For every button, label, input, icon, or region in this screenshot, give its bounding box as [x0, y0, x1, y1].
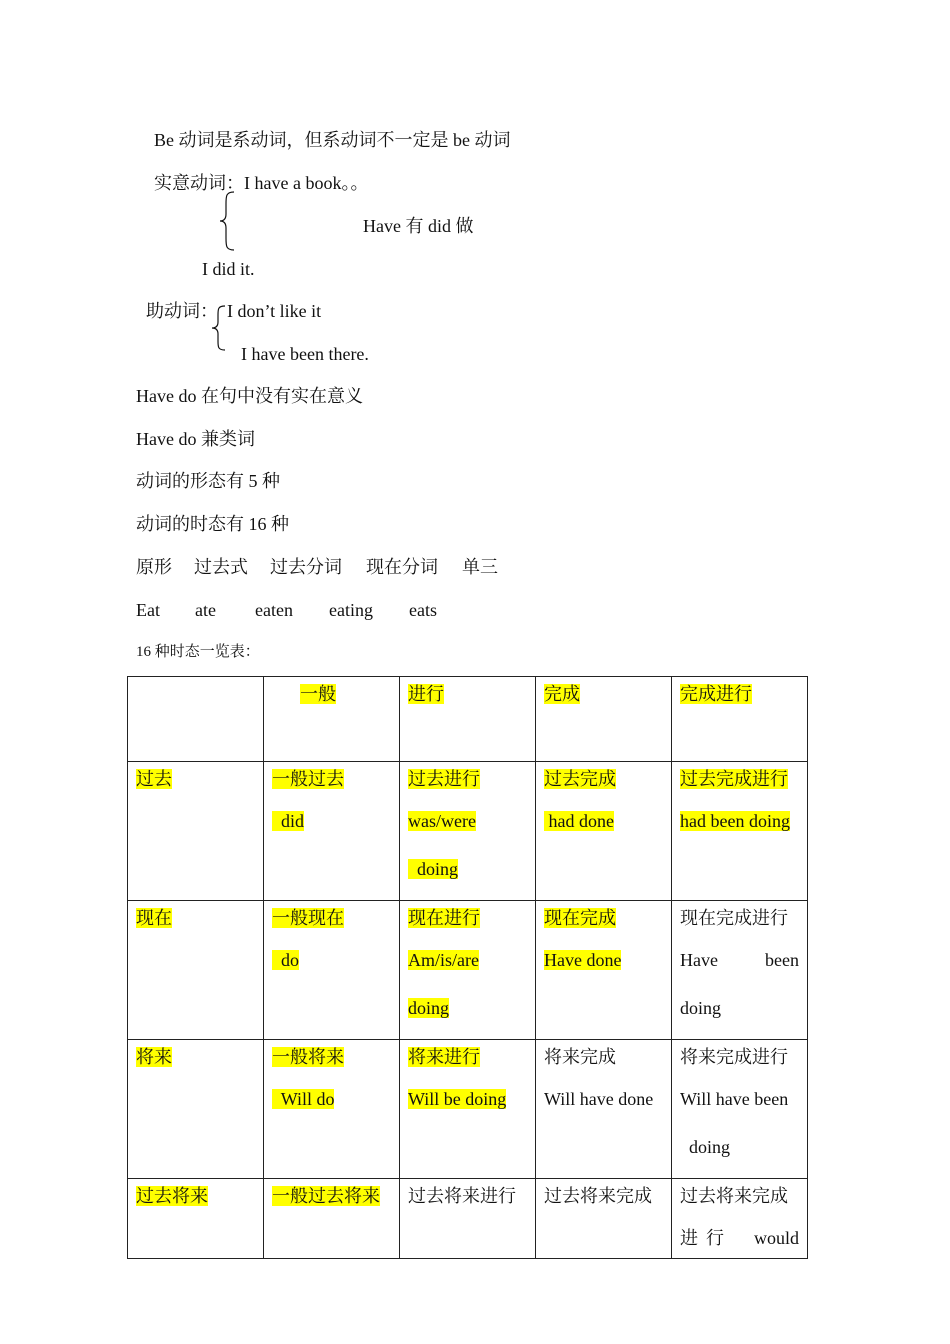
cell-text: doing: [408, 998, 450, 1018]
header-perfect: 完成: [544, 684, 580, 704]
line-notional-verb: 实意动词：I have a book。。: [154, 173, 369, 193]
cell-text: Have: [680, 950, 718, 970]
line-verb-tenses: 动词的时态有 16 种: [136, 514, 289, 534]
cell-text: 一般现在: [272, 908, 344, 928]
table-row: [128, 762, 808, 901]
table-header-cell: [672, 677, 808, 762]
row-label: 过去: [128, 762, 264, 901]
table-cell: [400, 901, 536, 1040]
tense-table: [127, 676, 808, 1259]
line-have-did: Have 有 did 做: [363, 216, 474, 236]
line-i-dont-like: I don’t like it: [227, 301, 322, 321]
table-cell: [400, 762, 536, 901]
form-name: 现在分词: [366, 557, 438, 577]
cell-text: 一般过去: [272, 769, 344, 789]
form-example: ate: [195, 600, 216, 620]
cell-text: doing: [680, 998, 722, 1018]
table-cell: [536, 901, 672, 1040]
table-header-cell: [536, 677, 672, 762]
cell-text: would: [754, 1228, 799, 1248]
form-example: eaten: [255, 600, 293, 620]
header-progressive: 进行: [408, 684, 444, 704]
cell-text: do: [272, 950, 299, 970]
table-header-cell: [400, 677, 536, 762]
row-label: 现在: [128, 901, 264, 1040]
cell-text: 过去将来完成: [544, 1186, 652, 1206]
cell-text: 过去进行: [408, 769, 480, 789]
table-cell: [672, 1179, 808, 1259]
table-cell: [264, 901, 400, 1040]
cell-text: 过去将来进行: [408, 1186, 516, 1206]
table-cell: [264, 1179, 400, 1259]
cell-text: 将来完成进行: [680, 1047, 788, 1067]
cell-text: 过去完成进行: [680, 769, 788, 789]
cell-text: did: [272, 811, 304, 831]
cell-text: 将来进行: [408, 1047, 480, 1067]
cell-text: was/were: [408, 811, 476, 831]
left-brace-icon: [218, 190, 238, 252]
form-name: 过去分词: [270, 557, 342, 577]
cell-text: Will be doing: [408, 1089, 507, 1109]
cell-text: 进: [680, 1228, 698, 1248]
auxiliary-label: 助动词：: [146, 301, 218, 321]
cell-text: Will have been: [680, 1089, 789, 1109]
cell-text: 行: [706, 1228, 724, 1248]
table-cell: [264, 1040, 400, 1179]
cell-text: Am/is/are: [408, 950, 479, 970]
cell-text: 过去将来完成: [680, 1186, 788, 1206]
form-example: eating: [329, 600, 373, 620]
cell-text: 现在进行: [408, 908, 480, 928]
cell-text: 一般将来: [272, 1047, 344, 1067]
cell-text: Will have done: [544, 1089, 654, 1109]
form-name: 单三: [462, 557, 498, 577]
cell-text: 一般过去将来: [272, 1186, 380, 1206]
table-cell: [400, 1179, 536, 1259]
cell-text: Have done: [544, 950, 622, 970]
header-general: 一般: [300, 684, 336, 704]
cell-text: 过去完成: [544, 769, 616, 789]
line-be-verb: Be 动词是系动词，但系动词不一定是 be 动词: [154, 130, 511, 150]
table-header-cell: [264, 677, 400, 762]
row-label: 过去将来: [128, 1179, 264, 1259]
table-cell: [536, 1179, 672, 1259]
line-i-have-been: I have been there.: [241, 344, 369, 364]
table-header-row: [128, 677, 808, 762]
cell-text: doing: [408, 859, 458, 879]
cell-text: 将来完成: [544, 1047, 616, 1067]
table-row: [128, 1179, 808, 1259]
line-have-do-meaning: Have do 在句中没有实在意义: [136, 386, 363, 406]
table-cell: [536, 1040, 672, 1179]
form-example: eats: [409, 600, 437, 620]
row-label: 将来: [128, 1040, 264, 1179]
line-verb-forms: 动词的形态有 5 种: [136, 471, 280, 491]
cell-text: doing: [689, 1137, 731, 1157]
form-example: Eat: [136, 600, 160, 620]
form-name: 过去式: [194, 557, 248, 577]
cell-text: 现在完成: [544, 908, 616, 928]
cell-text: been: [765, 950, 799, 970]
cell-text: 现在完成进行: [680, 908, 788, 928]
left-brace-icon: [210, 304, 228, 352]
table-cell: [536, 762, 672, 901]
table-row: [128, 901, 808, 1040]
table-cell: [672, 901, 808, 1040]
table-cell: [672, 762, 808, 901]
table-cell: [264, 762, 400, 901]
line-i-did-it: I did it.: [202, 259, 255, 279]
table-caption: 16 种时态一览表：: [136, 644, 260, 660]
table-cell: [400, 1040, 536, 1179]
form-name: 原形: [136, 557, 172, 577]
table-header-cell: [128, 677, 264, 762]
table-cell: [672, 1040, 808, 1179]
header-perfect-progressive: 完成进行: [680, 684, 752, 704]
cell-text: had done: [544, 811, 614, 831]
table-row: [128, 1040, 808, 1179]
line-have-do-class: Have do 兼类词: [136, 429, 255, 449]
cell-text: had been doing: [680, 811, 790, 831]
cell-text: Will do: [272, 1089, 334, 1109]
